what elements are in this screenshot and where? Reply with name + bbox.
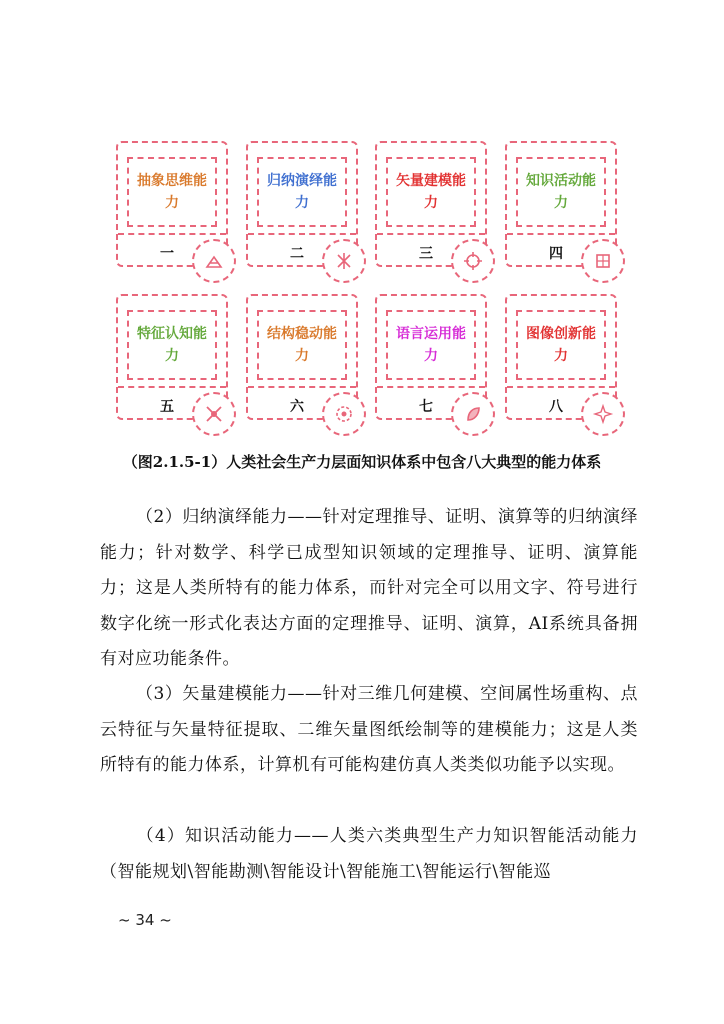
ability-number: 七 [419, 399, 433, 415]
card-divider [248, 233, 356, 235]
figure-caption: （图2.1.5-1）人类社会生产力层面知识体系中包含八大典型的能力体系 [122, 453, 602, 471]
ability-label: 归纳演绎能力 [267, 173, 337, 211]
ability-card-8 [505, 294, 617, 420]
emblem-icon [322, 392, 366, 436]
ability-label-box [127, 310, 217, 380]
ability-label-box [127, 157, 217, 227]
ability-label: 抽象思维能力 [137, 173, 207, 211]
ability-number: 三 [419, 246, 433, 262]
ability-label: 知识活动能力 [526, 173, 596, 211]
emblem-icon [192, 239, 236, 283]
ability-card-4 [505, 141, 617, 267]
card-divider [507, 386, 615, 388]
card-divider [377, 386, 485, 388]
ability-number: 一 [160, 246, 174, 262]
emblem-icon [192, 392, 236, 436]
ability-number: 四 [549, 246, 563, 262]
ability-card-7 [375, 294, 487, 420]
paragraph-2 [100, 500, 638, 678]
emblem-icon [581, 392, 625, 436]
ability-label-box [386, 310, 476, 380]
emblem-icon [581, 239, 625, 283]
ability-label-box [386, 157, 476, 227]
ability-card-6 [246, 294, 358, 420]
paragraph-3 [100, 677, 638, 784]
ability-label: 矢量建模能力 [396, 173, 466, 211]
emblem-icon [451, 392, 495, 436]
ability-label-box [516, 157, 606, 227]
ability-label: 语言运用能力 [396, 326, 466, 364]
paragraph-4 [100, 819, 638, 890]
emblem-icon [451, 239, 495, 283]
ability-number: 五 [160, 399, 174, 415]
paragraph-text: （2）归纳演绎能力——针对定理推导、证明、演算等的归纳演绎能力；针对数学、科学已成型知识领域的定理推导、证明、演算能力；这是人类所特有的能力体系，而针对完全可以用文字、符号进行数字化统一形式化表达方面的定理推导、证明、演算，AI系统具备拥有对应功能条件。 [100, 507, 638, 669]
paragraph-text: （3）矢量建模能力——针对三维几何建模、空间属性场重构、点云特征与矢量特征提取、二维矢量图纸绘制等的建模能力；这是人类所特有的能力体系，计算机有可能构建仿真人类类似功能予以实现。 [100, 684, 638, 775]
paragraph-text: （4）知识活动能力——人类六类典型生产力知识智能活动能力（智能规划\智能勘测\智能设计\智能施工\智能运行\智能巡 [100, 826, 638, 882]
emblem-icon [322, 239, 366, 283]
ability-card-5 [116, 294, 228, 420]
ability-number: 六 [290, 399, 304, 415]
ability-number: 二 [290, 246, 304, 262]
card-divider [118, 386, 226, 388]
card-divider [507, 233, 615, 235]
ability-label-box [257, 310, 347, 380]
ability-label-box [516, 310, 606, 380]
card-divider [118, 233, 226, 235]
ability-label: 特征认知能力 [137, 326, 207, 364]
ability-label: 结构稳动能力 [267, 326, 337, 364]
ability-number: 八 [549, 399, 563, 415]
card-divider [377, 233, 485, 235]
ability-card-1 [116, 141, 228, 267]
ability-label-box [257, 157, 347, 227]
ability-card-2 [246, 141, 358, 267]
card-divider [248, 386, 356, 388]
page-number: ~ 34 ~ [118, 911, 172, 929]
ability-card-3 [375, 141, 487, 267]
ability-label: 图像创新能力 [526, 326, 596, 364]
